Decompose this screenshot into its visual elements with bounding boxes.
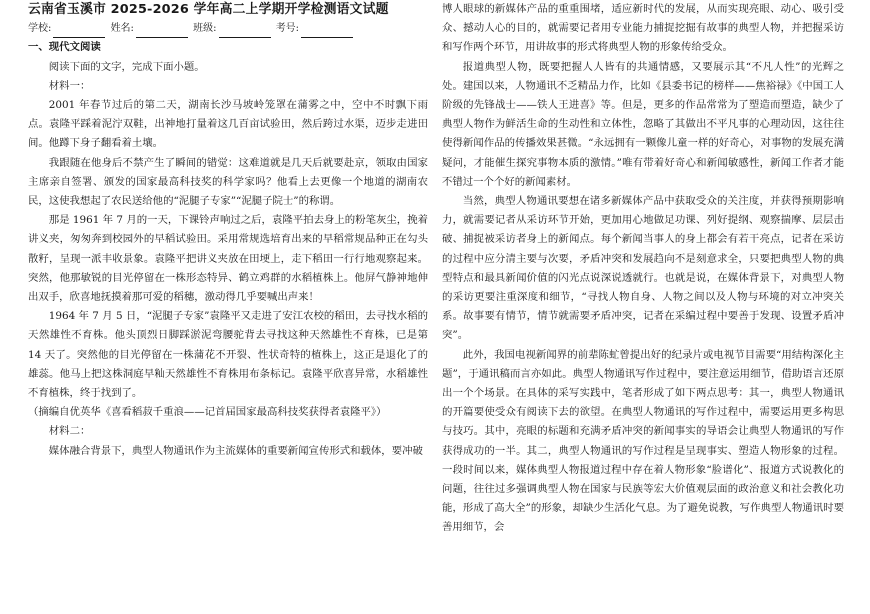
exam-number-blank <box>301 26 353 38</box>
name-label: 姓名: <box>110 23 134 35</box>
paragraph: 2001 年春节过后的第二天，湖南长沙马坡岭笼罩在蒲雾之中，空中不时飘下雨点。袁隆平踩着泥泞双鞋，出神地打量着这几百亩试验田，然后跨过水渠，迈步走进田间。他蹲下身子翻看着土壤。 <box>28 99 428 150</box>
class-blank <box>219 26 271 38</box>
paragraph: 1964 年 7 月 5 日，“泥腿子专家”袁隆平又走进了安江农校的稻田，去寻找水稻的天然雄性不育株。他头顶烈日脚踩淤泥弯腰驼背去寻找这种天然雄性不育株，已是第 14 天了。突然他的目光停留在一株蒲花不开裂、性状奇特的植株上，这正是退化了的雄蕊。他马上把这株洞庭早籼天然雄性不育株用布条标记。袁隆平欣喜异常，水稻雄性不育植株，终于找到了。 <box>28 310 428 400</box>
page-title: 云南省玉溪市 2025-2026 学年高二上学期开学检测语文试题 <box>28 2 389 17</box>
paragraph: 博人眼球的新媒体产品的重重围堵，适应新时代的发展，从而实现亮眼、动心、吸引受众、撼动人心的目的，就需要记者用专业能力捕捉挖掘有故事的典型人物，并把握采访和写作两个环节，用讲故事的形式将典型人物的形象传给受众。 <box>442 3 844 54</box>
paragraph: 媒体融合背景下，典型人物通讯作为主流媒体的重要新闻宣传形式和载体，要冲破 <box>48 444 423 457</box>
name-blank <box>136 26 188 38</box>
material-2-label: 材料二： <box>48 425 91 438</box>
paragraph: 那是 1961 年 7 月的一天，下课铃声响过之后，袁隆平拍去身上的粉笔灰尘，挽着讲义夹，匆匆奔到校园外的早稻试验田。采用常规选培育出来的早稻常规品种正在勾头散籽，呈现一派丰收景象。袁隆平把讲义夹放在田埂上，走下稻田一行行地观察起来。突然，他那敏锐的目光停留在一株形态特异、鹤立鸡群的水稻植株上。他屏气静神地伸出双手，欣喜地抚摸着那可爱的稻穗，激动得几乎要喊出声来！ <box>28 214 428 304</box>
section-heading: 一、现代文阅读 <box>28 41 101 54</box>
class-label: 班级: <box>193 23 217 35</box>
paragraph: 我跟随在他身后不禁产生了瞬间的错觉：这难道就是几天后就要赴京，领取由国家主席亲自签署、颁发的国家最高科技奖的科学家吗？他看上去更像一个地道的湖南农民，这使我想起了农民送给他的“泥腿子专家”“泥腿子院士”的称谓。 <box>28 156 428 208</box>
student-info-line <box>28 19 428 38</box>
school-label: 学校: <box>28 23 52 35</box>
paragraph: 此外，我国电视新闻界的前辈陈虻曾提出好的纪录片或电视节目需要“用结构深化主题”，于通讯稿而言亦如此。典型人物通讯写作过程中，要注意运用细节，借助语言还原出一个个场景。在具体的采写实践中，笔者形成了如下两点思考：其一，典型人物通讯的开篇要使受众有阅读下去的欲望。在典型人物通讯的写作过程中，需要运用更多构思与技巧。其中，亮眼的标题和充满矛盾冲突的新闻事实的导语会让典型人物通讯的写作获得成功的一半。其二，典型人物通讯的写作过程是呈现事实、塑造人物形象的过程。一段时间以来，媒体典型人物报道过程中存在着人物形象“脸谱化”、报道方式说教化的问题，往往过多强调典型人物在国家与民族等宏大价值观层面的政治意义和社会教化功能，形成了高大全”的形象，却缺少生活化气息。为了避免说教，写作典型人物通讯时要善用细节，会 <box>442 348 844 534</box>
left-column <box>28 0 428 614</box>
paragraph: 当然，典型人物通讯要想在诸多新媒体产品中获取受众的关注度，并获得预期影响力，就需要记者从采访环节开始，更加用心地做足功课、列好提纲、观察揣摩、层层击破、捕捉被采访者身上的新闻点。每个新闻当事人的身上都会有若干亮点，记者在采访的过程中应分清主要与次要，矛盾冲突和发展趋向不是刻意求全，只要把典型人物的典型特点和最具新闻价值的闪光点说深说透就行。也就是说，在媒体背景下，对典型人物的采访更要注重深度和细节，“寻找人物自身、人物之间以及人物与环境的对立冲突关系。故事要有情节，情节就需要矛盾冲突，记者在采编过程中要善于发现、设置矛盾冲突”。 <box>442 195 844 342</box>
source-citation: （摘编自优英华《喜看稻菽千重浪——记首届国家最高科技奖获得者袁隆平》） <box>28 406 387 419</box>
school-blank <box>53 26 105 38</box>
paragraph: 报道典型人物，既要把握人人皆有的共通情感，又要展示其“不凡人性”的光辉之处。建国以来，人物通讯不乏精品力作，比如《县委书记的榜样——焦裕禄》《中国工人阶级的先锋战士——铁人王进喜》等。但是，更多的作品常常为了塑造而塑造，缺少了典型人物作为鲜活生命的生动性和立体性，忽略了其做出不平凡事的心理动因，这往往使得新闻作品的传播效果甚微。“永远拥有一颗像儿童一样的好奇心，对事物的发展充满疑问，才能催生探究事物本质的激情。”唯有带着好奇心和新闻敏感性，新闻工作者才能不错过一个个好的新闻素材。 <box>442 60 844 188</box>
exam-number-label: 考号: <box>275 23 300 35</box>
right-column <box>442 0 844 614</box>
material-1-label: 材料一： <box>48 79 91 92</box>
instruction: 阅读下面的文字，完成下面小题。 <box>48 60 205 73</box>
